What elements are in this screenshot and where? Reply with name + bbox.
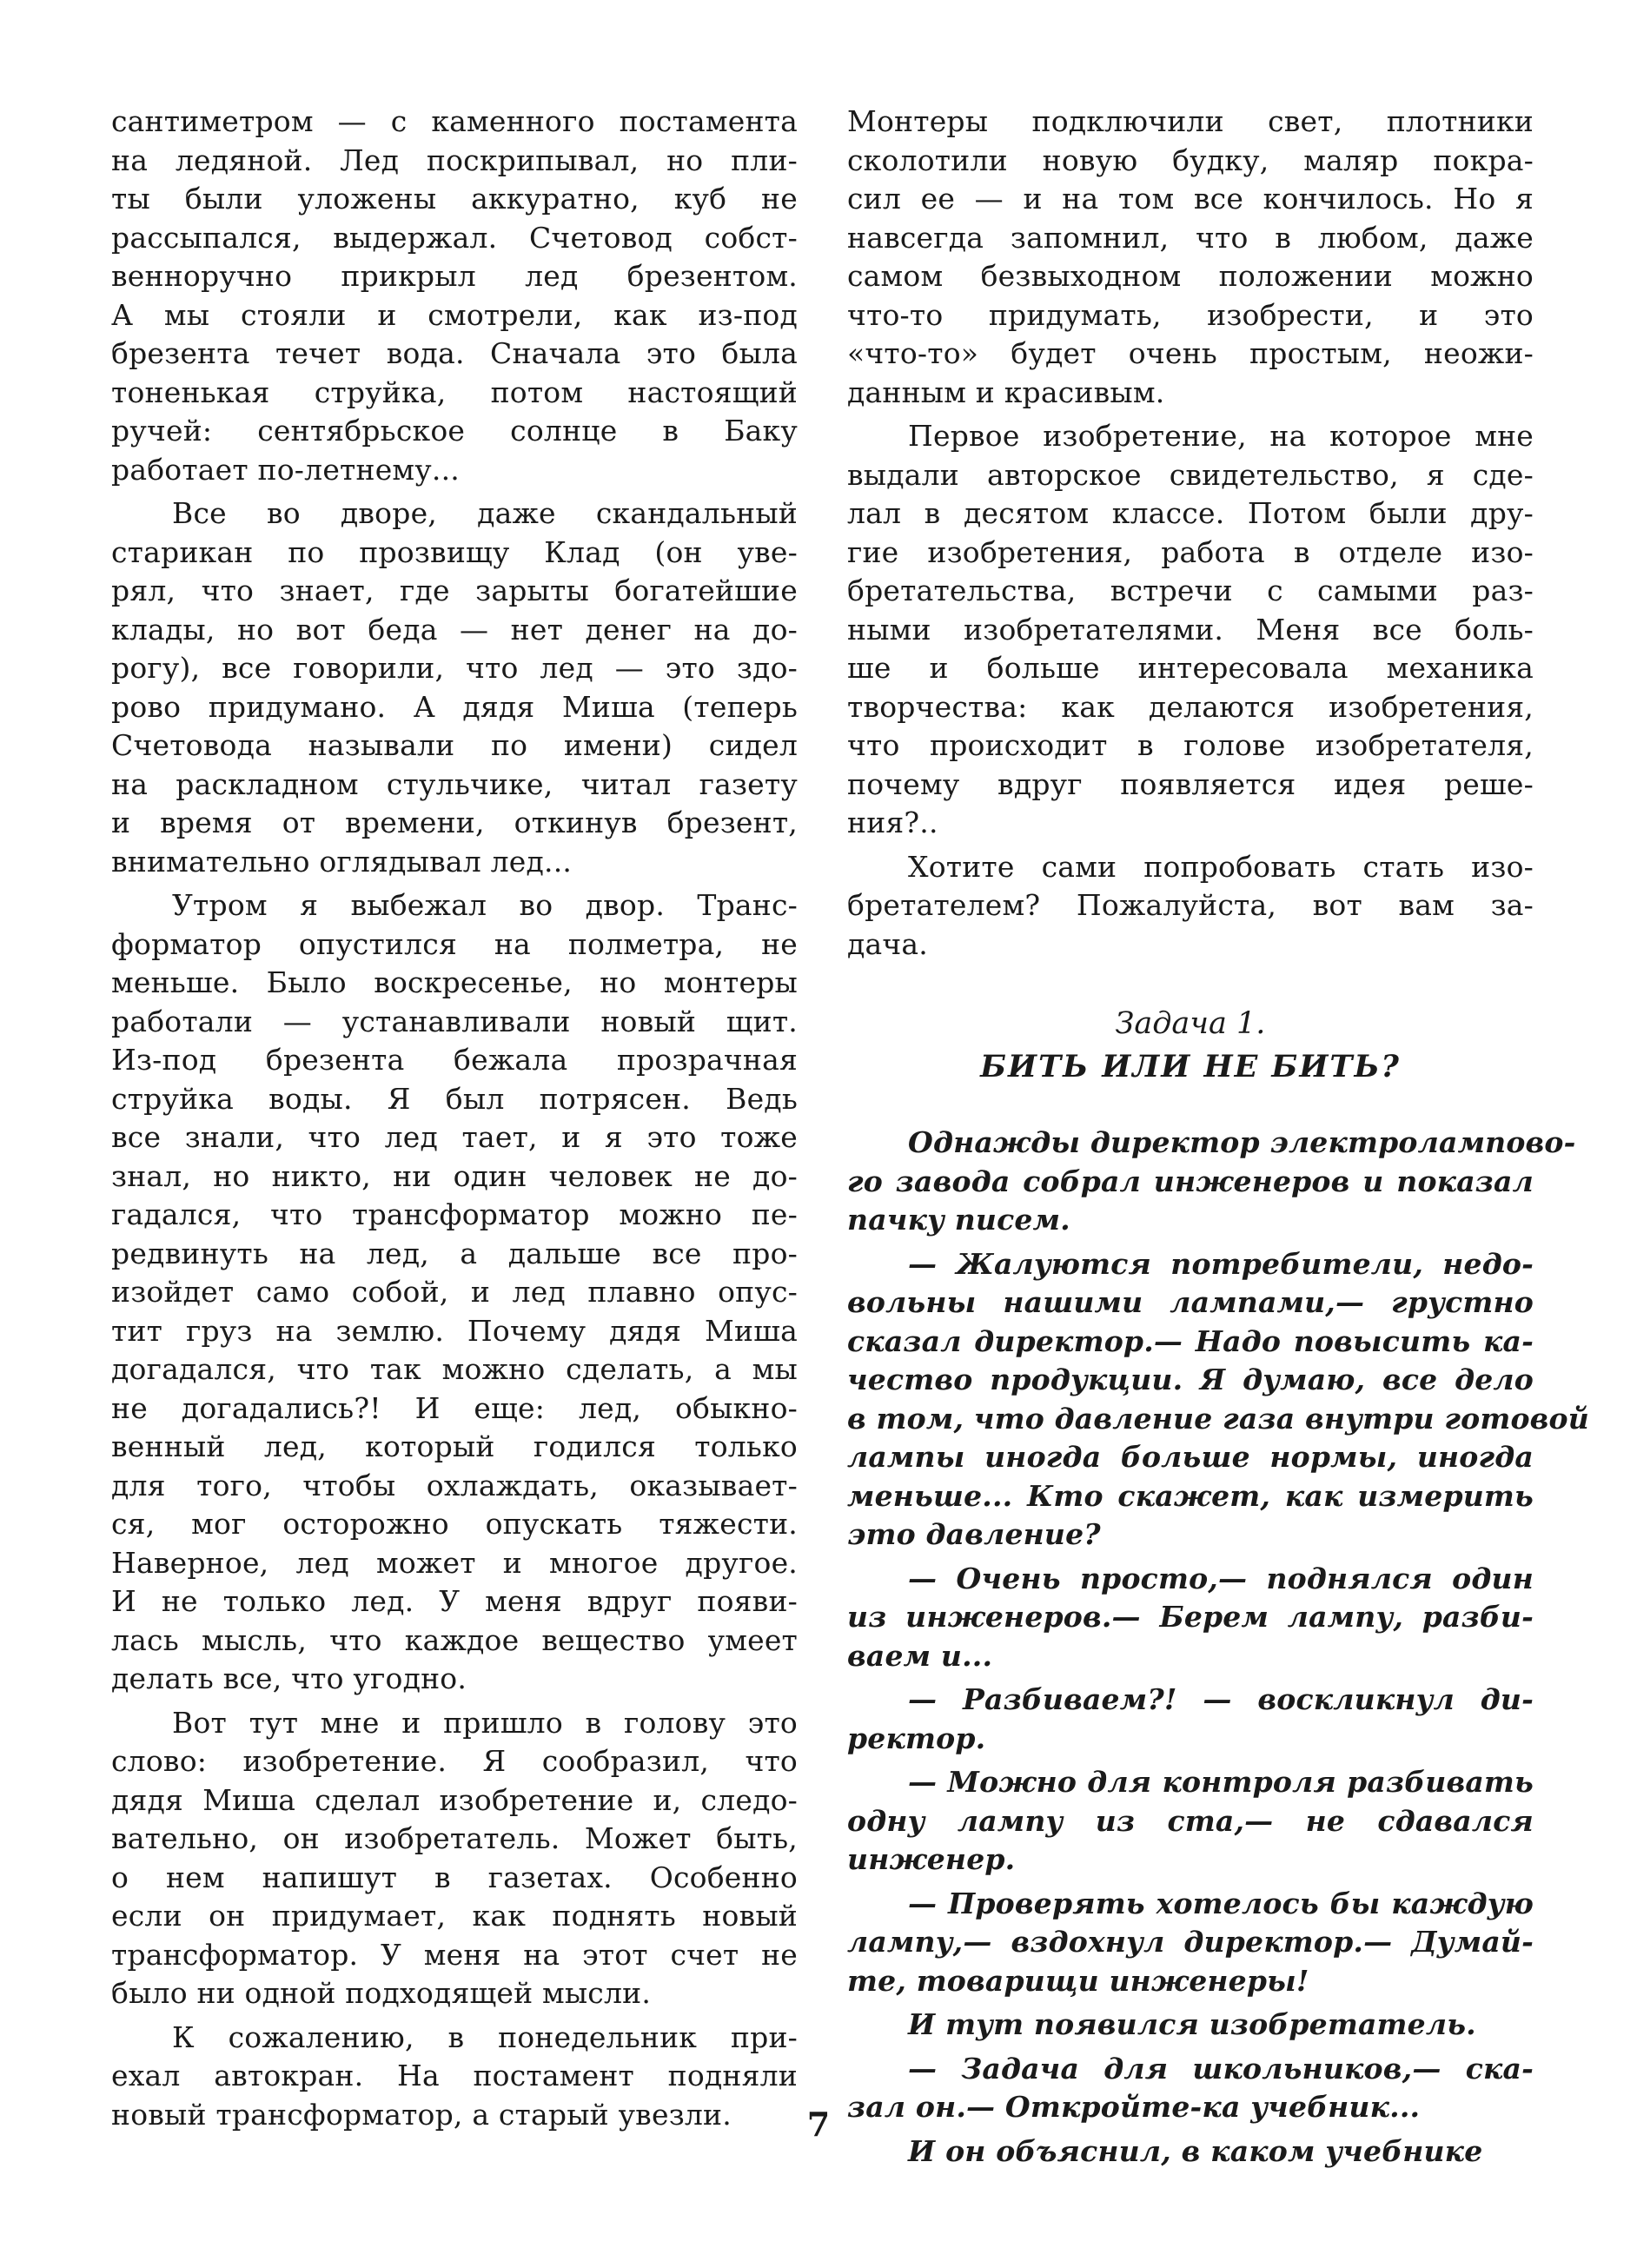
text-line: Первое изобретение, на которое мне [908, 419, 1534, 453]
text-line: почему вдруг появляется идея реше- [847, 766, 1534, 801]
text-line: ты были уложены аккуратно, куб не [111, 182, 798, 216]
text-line: выдали авторское свидетельство, я сде- [847, 457, 1534, 492]
paragraph [111, 103, 798, 489]
text-line: вольны нашими лампами,— грустно [847, 1285, 1534, 1319]
text-line: рово придумано. А дядя Миша (теперь [111, 689, 798, 724]
task-title: БИТЬ ИЛИ НЕ БИТЬ? [980, 1049, 1401, 1084]
paragraph [847, 1885, 1534, 2001]
text-line: сколотили новую будку, маляр покра- [847, 143, 1534, 177]
text-line: ваем и... [847, 1638, 993, 1673]
text-line: гадался, что трансформатор можно пе- [111, 1197, 798, 1231]
text-line: лал в десятом классе. Потом были дру- [847, 496, 1534, 530]
text-line: трансформатор. У меня на этот счет не [111, 1937, 798, 1972]
text-line: Хотите сами попробовать стать изо- [908, 849, 1534, 884]
text-line: сил ее — и на том все кончилось. Но я [847, 182, 1534, 216]
text-line: тоненькая струйка, потом настоящий [111, 375, 798, 409]
text-line: на ледяной. Лед поскрипывал, но пли- [111, 143, 798, 177]
text-line: клады, но вот беда — нет денег на до- [111, 612, 798, 647]
text-line: старикан по прозвищу Клад (он уве- [111, 534, 798, 569]
text-line: вательно, он изобретатель. Может быть, [111, 1821, 798, 1855]
text-line: — Разбиваем?! — воскликнул ди- [908, 1682, 1534, 1716]
text-line: все знали, что лед тает, и я это тоже [111, 1120, 798, 1154]
text-line: внимательно оглядывал лед... [111, 844, 573, 879]
text-line: Утром я выбежал во двор. Транс- [172, 888, 798, 922]
text-line: в том, что давление газа внутри готовой [847, 1401, 1589, 1436]
text-line: ехал автокран. На постамент подняли [111, 2059, 798, 2092]
text-line: Из-под брезента бежала прозрачная [111, 1043, 798, 1077]
heading-spacer-bottom [847, 1089, 1534, 1124]
text-line: — Очень просто,— поднялся один [908, 1561, 1534, 1595]
text-line: дача. [847, 926, 928, 961]
text-line: на раскладном стульчике, читал газету [111, 766, 798, 801]
text-line: лампы иногда больше нормы, иногда [847, 1440, 1534, 1474]
text-line: делать все, что угодно. [111, 1661, 467, 1695]
text-line: — Задача для школьников,— ска- [908, 2051, 1534, 2086]
text-line: работает по-летнему... [111, 452, 460, 487]
text-line: было ни одной подходящей мысли. [111, 1976, 652, 2010]
text-line: что-то придумать, изобрести, и это [847, 297, 1534, 332]
text-line: дядя Миша сделал изобретение и, следо- [111, 1782, 798, 1817]
text-line: рассыпался, выдержал. Счетовод собст- [111, 220, 798, 255]
right-column [847, 103, 1589, 2171]
text-line: сантиметром — с каменного постамента [111, 104, 798, 138]
heading-spacer-top [847, 964, 1534, 1002]
text-line: «что-то» будет очень простым, неожи- [847, 336, 1534, 370]
text-line: И не только лед. У меня вдруг появи- [111, 1584, 798, 1618]
text-line: тит груз на землю. Почему дядя Миша [111, 1313, 798, 1348]
text-line: меньше... Кто скажет, как измерить [847, 1478, 1534, 1513]
paragraph [847, 1763, 1534, 1880]
paragraph [847, 103, 1534, 412]
paragraph [847, 2006, 1534, 2045]
text-line: пачку писем. [847, 1203, 1070, 1237]
text-line: — Можно для контроля разбивать [908, 1765, 1534, 1799]
text-line: лась мысль, что каждое вещество умеет [111, 1622, 798, 1657]
text-line: творчества: как делаются изобретения, [847, 689, 1534, 724]
text-line: — Проверять хотелось бы каждую [908, 1886, 1534, 1920]
text-line: ше и больше интересовала механика [847, 651, 1534, 685]
text-line: инженер. [847, 1842, 1016, 1876]
text-line: редвинуть на лед, а дальше все про- [111, 1236, 798, 1270]
text-line: Вот тут мне и пришло в голову это [172, 1705, 798, 1740]
text-line: если он придумает, как поднять новый [111, 1899, 798, 1933]
text-line: — Жалуются потребители, недо- [908, 1246, 1534, 1281]
text-line: сказал директор.— Надо повысить ка- [847, 1323, 1534, 1358]
text-line: рял, что знает, где зарыты богатейшие [111, 574, 798, 607]
text-line: Однажды директор электролампово- [908, 1125, 1576, 1159]
text-line: го завода собрал инженеров и показал [847, 1164, 1534, 1198]
text-line: работали — устанавливали новый щит. [111, 1004, 798, 1038]
text-line: Все во дворе, даже скандальный [172, 496, 798, 530]
paragraph [847, 848, 1534, 965]
paragraph [847, 1560, 1534, 1676]
text-line: рогу), все говорили, что лед — это здо- [111, 651, 798, 685]
text-line: бретательства, встречи с самыми раз- [847, 574, 1534, 607]
text-line: из инженеров.— Берем лампу, разби- [847, 1600, 1534, 1634]
task-heading: Задача 1. [1115, 1006, 1266, 1041]
text-line: И тут появился изобретатель. [908, 2007, 1476, 2041]
text-line: те, товарищи инженеры! [847, 1963, 1309, 1998]
text-line: бретателем? Пожалуйста, вот вам за- [847, 888, 1534, 922]
right-column-body [847, 103, 1534, 964]
text-line: изойдет само собой, и лед плавно опус- [111, 1275, 798, 1309]
text-line: самом безвыходном положении можно [847, 259, 1534, 293]
text-line: А мы стояли и смотрели, как из-под [111, 297, 798, 332]
text-line: одну лампу из ста,— не сдавался [847, 1803, 1534, 1838]
text-line: брезента течет вода. Сначала это была [111, 336, 798, 370]
text-line: И он объяснил, в каком учебнике [908, 2133, 1483, 2168]
text-line: венноручно прикрыл лед брезентом. [111, 259, 798, 293]
text-line: навсегда запомнил, что в любом, даже [847, 220, 1534, 255]
text-line: знал, но никто, ни один человек не до- [111, 1158, 798, 1193]
task-body [847, 1124, 1589, 2171]
text-line: ручей: сентябрьское солнце в Баку [111, 414, 798, 448]
text-line: зал он.— Откройте-ка учебник... [847, 2090, 1421, 2124]
paragraph [847, 1681, 1534, 1758]
text-line: не догадались?! И еще: лед, обыкно- [111, 1390, 798, 1425]
text-line: для того, чтобы охлаждать, оказывает- [111, 1468, 798, 1502]
text-line: струйка воды. Я был потрясен. Ведь [111, 1081, 798, 1116]
text-line: Монтеры подключили свет, плотники [847, 104, 1534, 138]
paragraph [847, 417, 1534, 843]
text-line: ными изобретателями. Меня все боль- [847, 612, 1534, 647]
text-line: что происходит в голове изобретателя, [847, 728, 1534, 762]
text-line: слово: изобретение. Я сообразил, что [111, 1744, 798, 1778]
text-line: и время от времени, откинув брезент, [111, 806, 798, 839]
paragraph [111, 886, 798, 1699]
text-line: лампу,— вздохнул директор.— Думай- [847, 1925, 1534, 1959]
text-line: Счетовода называли по имени) сидел [111, 728, 798, 762]
paragraph [111, 494, 798, 881]
text-line: догадался, что так можно сделать, а мы [111, 1352, 798, 1386]
text-line: чество продукции. Я думаю, все дело [847, 1363, 1534, 1396]
text-line: о нем напишут в газетах. Особенно [111, 1860, 798, 1894]
text-line: К сожалению, в понедельник при- [172, 2019, 798, 2054]
text-line: ректор. [847, 1721, 986, 1755]
paragraph [111, 1704, 798, 2013]
left-column [111, 103, 798, 2134]
text-line: ния?.. [847, 806, 938, 839]
text-line: новый трансформатор, а старый увезли. [111, 2097, 732, 2132]
text-line: ся, мог осторожно опускать тяжести. [111, 1507, 798, 1541]
page-number: 7 [806, 2105, 831, 2144]
text-line: меньше. Было воскресенье, но монтеры [111, 965, 798, 999]
text-line: это давление? [847, 1517, 1101, 1551]
paragraph [847, 1245, 1589, 1555]
text-line: венный лед, который годился только [111, 1429, 798, 1463]
text-line: гие изобретения, работа в отделе изо- [847, 534, 1534, 569]
text-line: форматор опустился на полметра, не [111, 926, 798, 961]
paragraph [847, 1124, 1576, 1240]
text-line: Наверное, лед может и многое другое. [111, 1545, 798, 1580]
text-line: данным и красивым. [847, 375, 1165, 409]
